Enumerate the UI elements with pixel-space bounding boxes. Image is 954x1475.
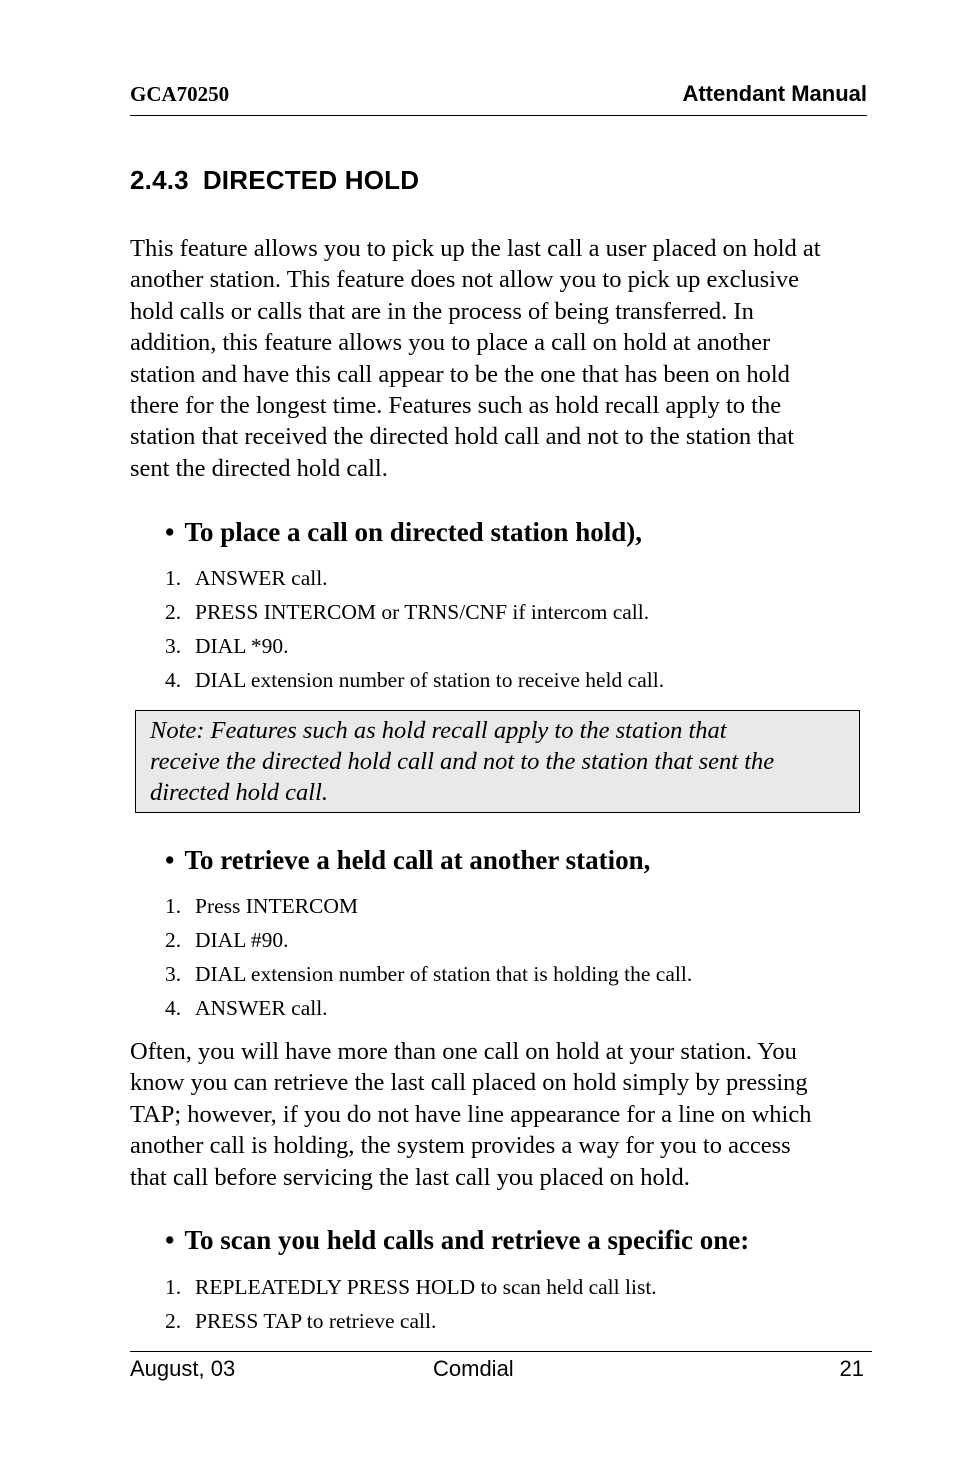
step-item (165, 629, 664, 663)
paragraph-line: that call before servicing the last call you placed on hold. (130, 1163, 690, 1191)
steps-retrieve (165, 889, 692, 1025)
step-text: PRESS TAP to retrieve call. (195, 1309, 437, 1333)
note-line: directed hold call. (150, 779, 329, 806)
section-number: 2.4.3 (130, 165, 189, 195)
step-number: 3. (165, 634, 182, 658)
step-number: 2. (165, 928, 182, 952)
note-line: receive the directed hold call and not to the station that sent the (150, 748, 775, 775)
note-line: Note: Features such as hold recall apply to the station that (150, 717, 727, 744)
header-rule (130, 115, 867, 116)
paragraph-line: station and have this call appear to be the one that has been on hold (130, 360, 790, 388)
step-item (165, 889, 692, 923)
bullet-glyph: • (165, 1225, 175, 1255)
step-number: 3. (165, 962, 182, 986)
step-item (165, 663, 664, 697)
step-item (165, 595, 664, 629)
steps-place-hold (165, 561, 664, 697)
paragraph-line: TAP; however, if you do not have line appearance for a line on which (130, 1100, 812, 1128)
step-number: 2. (165, 600, 182, 624)
procedure-heading-text: To place a call on directed station hold), (184, 517, 642, 547)
scan-explanation-paragraph (130, 1036, 870, 1193)
step-text: ANSWER call. (195, 996, 328, 1020)
steps-scan (165, 1270, 657, 1338)
page-number: 21 (839, 1356, 864, 1381)
step-text: REPLEATEDLY PRESS HOLD to scan held call list. (195, 1275, 657, 1299)
paragraph-line: addition, this feature allows you to place a call on hold at another (130, 329, 771, 357)
step-text: DIAL *90. (195, 634, 289, 658)
section-heading (130, 165, 419, 196)
paragraph-line: there for the longest time. Features such as hold recall apply to the (130, 392, 782, 420)
step-item (165, 923, 692, 957)
step-text: DIAL extension number of station that is holding the call. (195, 962, 693, 986)
step-number: 4. (165, 996, 182, 1020)
step-text: PRESS INTERCOM or TRNS/CNF if intercom call. (195, 600, 650, 624)
paragraph-line: sent the directed hold call. (130, 454, 388, 482)
step-item (165, 1270, 657, 1304)
step-text: DIAL #90. (195, 928, 289, 952)
footer-rule (130, 1351, 872, 1352)
step-item (165, 957, 692, 991)
procedure-heading-text: To scan you held calls and retrieve a specific one: (184, 1225, 750, 1255)
paragraph-line: This feature allows you to pick up the last call a user placed on hold at (130, 235, 821, 262)
step-number: 2. (165, 1309, 182, 1333)
step-text: Press INTERCOM (195, 894, 359, 918)
step-text: ANSWER call. (195, 566, 328, 590)
section-title: DIRECTED HOLD (202, 165, 420, 195)
paragraph-line: Often, you will have more than one call on hold at your station. You (130, 1038, 797, 1065)
step-number: 1. (165, 566, 182, 590)
paragraph-line: know you can retrieve the last call placed on hold simply by pressing (130, 1069, 808, 1097)
procedure-heading-place-hold (165, 517, 642, 548)
manual-title: Attendant Manual (682, 81, 867, 106)
step-item (165, 1304, 657, 1338)
paragraph-line: hold calls or calls that are in the process of being transferred. In (130, 297, 754, 325)
footer-date: August, 03 (130, 1356, 236, 1381)
intro-paragraph (130, 233, 870, 484)
step-text: DIAL extension number of station to receive held call. (195, 668, 665, 692)
step-number: 1. (165, 1275, 182, 1299)
procedure-heading-scan (165, 1225, 749, 1256)
document-id: GCA70250 (130, 82, 230, 106)
procedure-heading-retrieve (165, 845, 650, 876)
paragraph-line: another station. This feature does not allow you to pick up exclusive (130, 266, 800, 294)
step-number: 1. (165, 894, 182, 918)
step-number: 4. (165, 668, 182, 692)
step-item (165, 561, 664, 595)
procedure-heading-text: To retrieve a held call at another station, (184, 845, 651, 875)
footer-company: Comdial (433, 1356, 514, 1381)
bullet-glyph: • (165, 517, 175, 547)
bullet-glyph: • (165, 845, 175, 875)
step-item (165, 991, 692, 1025)
paragraph-line: station that received the directed hold call and not to the station that (130, 423, 795, 451)
paragraph-line: another call is holding, the system provides a way for you to access (130, 1132, 791, 1160)
note-box (135, 710, 860, 813)
